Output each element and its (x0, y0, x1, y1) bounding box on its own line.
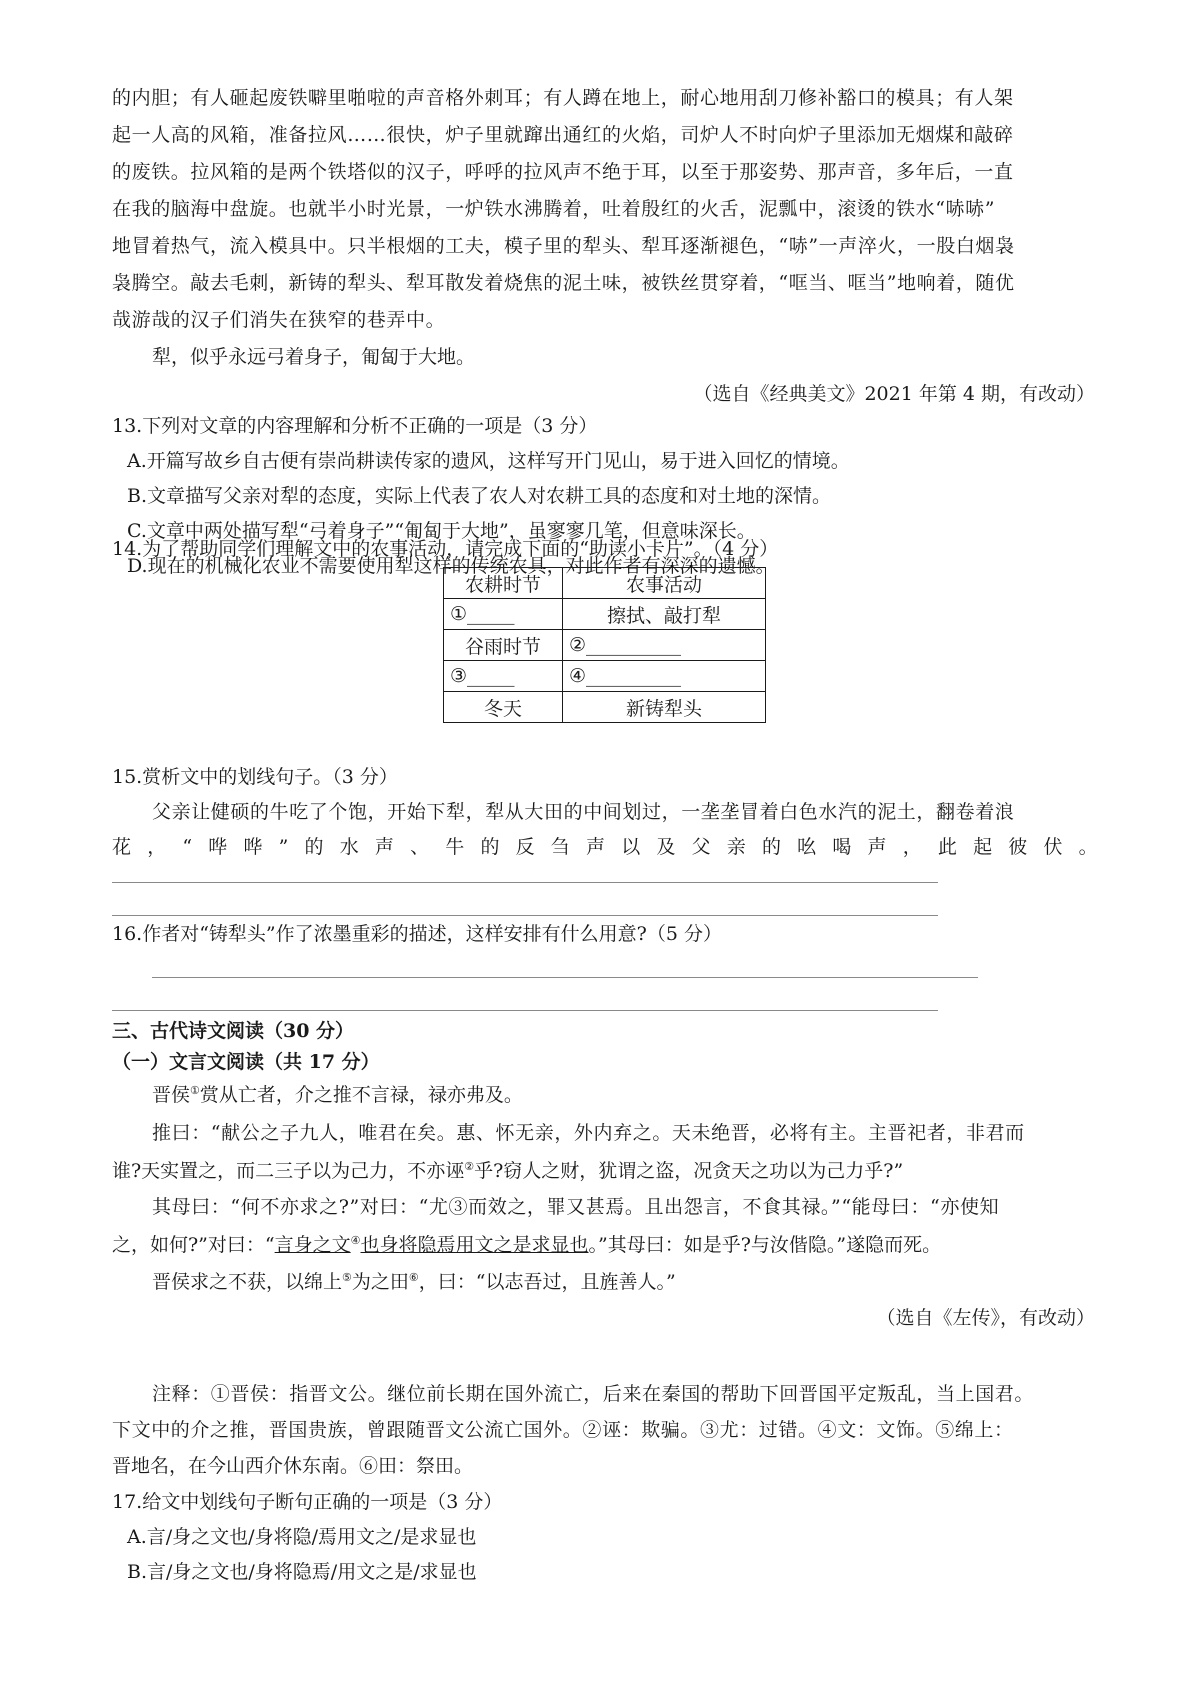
table-row (444, 630, 766, 661)
table-header-cell: 农事活动 (563, 568, 766, 599)
quote-char: 亲 (726, 836, 746, 858)
quote-char: 哗 (243, 836, 263, 858)
answer-line[interactable] (112, 882, 938, 883)
quote-char: 彼 (1008, 836, 1028, 858)
passage-line: 的废铁。拉风箱的是两个铁塔似的汉子，呼呼的拉风声不绝于耳，以至于那姿势、那声音，多年后，一直 (112, 161, 1014, 183)
passage-line: 哉游哉的汉子们消失在狭窄的巷弄中。 (112, 309, 446, 331)
classical-paragraph-4: 晋侯求之不获，以绵上⑤为之田⑥，曰：“以志吾过，且旌善人。” (152, 1271, 676, 1293)
classical-paragraph-2: 推曰：“献公之子九人，唯君在矣。惠、怀无亲，外内弃之。天未绝晋，必将有主。主晋祀者，非君而 (152, 1122, 1025, 1144)
q15-stem: 15.赏析文中的划线句子。（3 分） (112, 766, 398, 788)
passage-closing: 犁，似乎永远弓着身子，匍匐于大地。 (152, 346, 476, 368)
quote-char: 伏 (1043, 836, 1063, 858)
passage-line: 在我的脑海中盘旋。也就半小时光景，一炉铁水沸腾着，吐着殷红的火舌，泥瓢中，滚烫的铁水“哧哧” (112, 198, 996, 220)
q17-option-b: B.言/身之文也/身将隐焉/用文之是/求显也 (127, 1561, 477, 1583)
section-title: 三、古代诗文阅读（30 分） (112, 1020, 355, 1042)
quote-char: 此 (937, 836, 957, 858)
classical-paragraph-3: 其母曰：“何不亦求之?”对曰：“尤③而效之，罪又甚焉。且出怨言，不食其禄。”“能母曰：“亦使知 (152, 1196, 1000, 1218)
table-header-row (444, 568, 766, 599)
quote-char: 喝 (832, 836, 852, 858)
answer-line[interactable] (152, 977, 978, 978)
quote-char: 声 (867, 836, 887, 858)
underlined-sentence: 言身之文 (274, 1234, 351, 1256)
notes-line: 晋地名，在今山西介休东南。⑥田：祭田。 (112, 1455, 474, 1477)
quote-char: 及 (656, 836, 676, 858)
q16-stem: 16.作者对“铸犁头”作了浓墨重彩的描述，这样安排有什么用意?（5 分） (112, 923, 722, 945)
quote-char: 水 (339, 836, 359, 858)
q13-option-b: B.文章描写父亲对犁的态度，实际上代表了农人对农耕工具的态度和对土地的深情。 (127, 485, 832, 507)
table-cell: 谷雨时节 (444, 630, 563, 661)
q15-quote-line-justified (112, 838, 1098, 857)
passage-line: 起一人高的风箱，准备拉风……很快，炉子里就蹿出通红的火焰，司炉人不时向炉子里添加无烟煤和敲碎 (112, 124, 1014, 146)
table-row (444, 599, 766, 630)
quote-char: 的 (304, 836, 324, 858)
table-cell: 擦拭、敲打犁 (563, 599, 766, 630)
quote-char: 的 (480, 836, 500, 858)
notes-line: 注释：①晋侯：指晋文公。继位前长期在国外流亡，后来在秦国的帮助下回晋国平定叛乱，当上国君。 (152, 1383, 1035, 1405)
quote-char: 声 (586, 836, 606, 858)
classical-paragraph-3-cont: 之，如何?”对曰：“言身之文④也身将隐焉用文之是求显也。”其母曰：如是乎?与汝偕隐。”遂隐而死。 (112, 1234, 942, 1256)
q14-stem: 14.为了帮助同学们理解文中的农事活动，请完成下面的“助读小卡片”。（4 分） (112, 538, 779, 560)
q17-stem: 17.给文中划线句子断句正确的一项是（3 分） (112, 1491, 503, 1513)
q13-stem: 13.下列对文章的内容理解和分析不正确的一项是（3 分） (112, 415, 598, 437)
passage-line: 的内胆；有人砸起废铁噼里啪啦的声音格外刺耳；有人蹲在地上，耐心地用刮刀修补豁口的模具；有人架 (112, 87, 1014, 109)
quote-char: 哗 (208, 836, 228, 858)
underlined-sentence: 也身将隐焉用文之是求显也 (360, 1234, 589, 1256)
q17-option-a: A.言/身之文也/身将隐/焉用文之/是求显也 (127, 1526, 477, 1548)
quote-char: 父 (691, 836, 711, 858)
answer-line[interactable] (112, 1010, 938, 1011)
table-row (444, 692, 766, 723)
classical-paragraph-1: 晋侯①赏从亡者，介之推不言禄，禄亦弗及。 (152, 1084, 523, 1106)
classical-source: （选自《左传》，有改动） (876, 1307, 1095, 1329)
passage-line: 袅腾空。敲去毛刺，新铸的犁头、犁耳散发着烧焦的泥土味，被铁丝贯穿着，“哐当、哐当”地响着，随优 (112, 272, 1015, 294)
quote-char: 。 (1078, 836, 1098, 858)
table-cell: 冬天 (444, 692, 563, 723)
table-row (444, 661, 766, 692)
answer-blank-4[interactable]: ④__________ (563, 661, 766, 692)
answer-blank-1[interactable]: ①_____ (444, 599, 563, 630)
quote-char: ， (902, 836, 922, 858)
quote-char: “ (182, 836, 193, 858)
answer-blank-3[interactable]: ③_____ (444, 661, 563, 692)
quote-char: ” (278, 836, 289, 858)
quote-char: 花 (112, 836, 132, 858)
quote-char: 的 (761, 836, 781, 858)
q15-quote-line: 父亲让健硕的牛吃了个饱，开始下犁，犁从大田的中间划过，一垄垄冒着白色水汽的泥土，翻卷着浪 (152, 801, 1015, 823)
q13-option-a: A.开篇写故乡自古便有崇尚耕读传家的遗风，这样写开门见山，易于进入回忆的情境。 (127, 450, 850, 472)
table-header-cell: 农耕时节 (444, 568, 563, 599)
table-cell: 新铸犁头 (563, 692, 766, 723)
quote-char: 声 (374, 836, 394, 858)
quote-char: 牛 (445, 836, 465, 858)
quote-char: 刍 (550, 836, 570, 858)
quote-char: 反 (515, 836, 535, 858)
notes-line: 下文中的介之推，晋国贵族，曾跟随晋文公流亡国外。②诬：欺骗。③尤：过错。④文：文饰。⑤绵上： (112, 1419, 1014, 1441)
q13-option-c: C.文章中两处描写犁“弓着身子”“匍匐于大地”，虽寥寥几笔，但意味深长。 (127, 520, 756, 542)
answer-line[interactable] (112, 915, 938, 916)
section-subtitle: （一）文言文阅读（共 17 分） (112, 1051, 380, 1073)
passage-line: 地冒着热气，流入模具中。只半根烟的工夫，模子里的犁头、犁耳逐渐褪色，“哧”一声淬火，一股白烟袅 (112, 235, 1015, 257)
q13-option-d: D.现在的机械化农业不需要使用犁这样的传统农具，对此作者有深深的遗憾。 (127, 555, 775, 577)
helper-card-table (443, 567, 766, 723)
passage-source: （选自《经典美文》2021 年第 4 期，有改动） (693, 383, 1095, 405)
answer-blank-2[interactable]: ②__________ (563, 630, 766, 661)
quote-char: 吆 (797, 836, 817, 858)
classical-paragraph-2-cont: 谁?天实置之，而二三子以为己力，不亦诬②乎?窃人之财，犹谓之盗，况贪天之功以为己力乎?” (112, 1160, 904, 1182)
quote-char: ， (147, 836, 167, 858)
quote-char: 起 (973, 836, 993, 858)
quote-char: 、 (410, 836, 430, 858)
quote-char: 以 (621, 836, 641, 858)
